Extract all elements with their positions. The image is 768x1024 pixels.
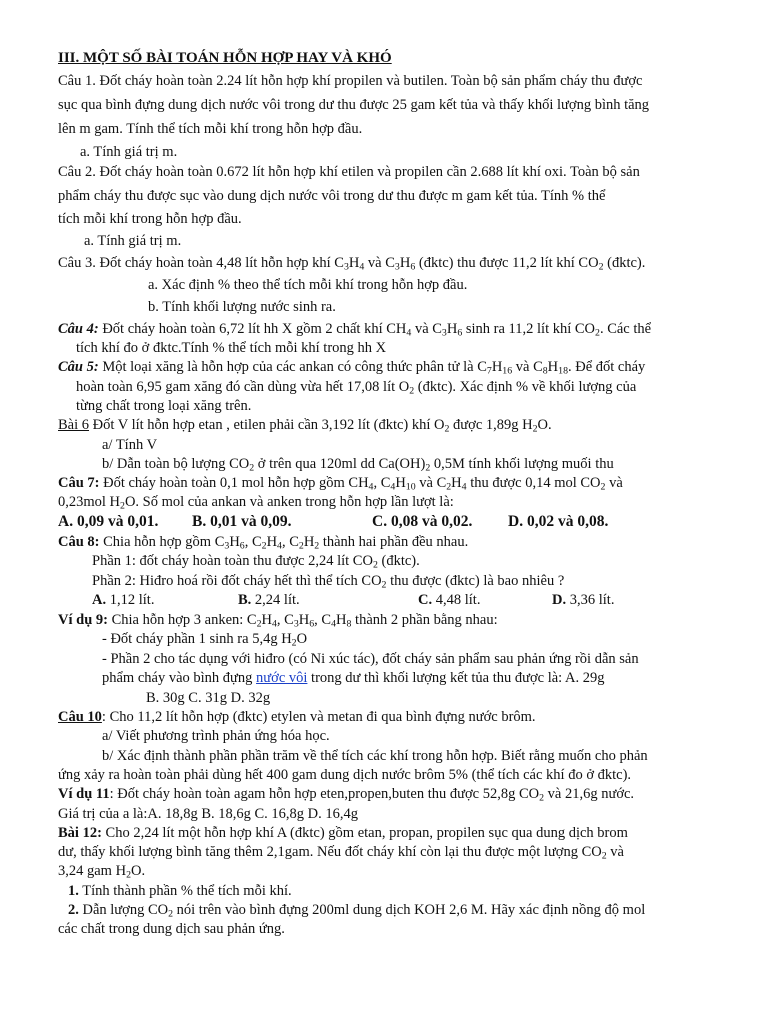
text-line: [58, 120, 362, 138]
text-run: H: [547, 359, 559, 375]
subscript: 3: [441, 327, 447, 339]
text-run: phẩm cháy thu được sục vào dung dịch nước vôi trong dư thu được m gam kết tủa. Tính % thể: [58, 188, 606, 204]
text-run: các chất trong dung dịch sau phản ứng.: [58, 921, 285, 937]
text-line: [80, 143, 177, 161]
text-run: O. Số mol của ankan và anken trong hỗn hợp lần lượt là:: [124, 494, 454, 510]
subscript: 2: [425, 462, 431, 474]
subscript: 4: [277, 540, 282, 552]
text-run: và: [606, 844, 624, 860]
text-run: a/ Tính V: [102, 437, 158, 453]
text-run: B. 0,01 và 0,09.: [192, 513, 292, 530]
text-run: Ví dụ 9:: [58, 612, 108, 628]
text-run: Câu 2. Đốt cháy hoàn toàn 0.672 lít hỗn hợp khí etilen và propilen cần 2.688 lít khí oxi. Toàn bộ sản: [58, 164, 640, 180]
text-line: [58, 493, 454, 511]
subscript: 2: [595, 327, 600, 339]
text-run: B.: [238, 592, 252, 608]
subscript: 6: [410, 261, 416, 273]
text-run: (đktc).: [377, 553, 420, 569]
text-run: H: [229, 534, 240, 550]
text-line: [238, 591, 300, 609]
text-run: : Cho 11,2 lít hỗn hợp (đktc) etylen và metan đi qua bình đựng nước brôm.: [101, 709, 536, 725]
text-line: [68, 901, 645, 919]
text-run: Câu 4:: [58, 321, 99, 337]
text-run: D.: [552, 592, 567, 608]
text-run: H: [266, 534, 278, 550]
text-run: 0,23mol H: [58, 494, 121, 510]
subscript: 2: [409, 385, 415, 397]
text-run: b/ Xác định thành phần phần trăm về thể tích các khí trong hỗn hợp. Biết rằng muốn cho phản: [102, 748, 648, 764]
text-line: [58, 358, 645, 376]
text-run: 1,12 lít.: [106, 592, 155, 608]
text-run: , C: [373, 475, 391, 491]
text-run: , C: [281, 534, 299, 550]
text-line: [58, 766, 631, 784]
text-line: [58, 862, 145, 880]
text-run: thu được 0,14 mol CO: [466, 475, 601, 491]
subscript: 6: [239, 540, 245, 552]
text-run: Ví dụ 11: [58, 786, 110, 802]
text-line: [58, 72, 643, 90]
text-line: [148, 298, 336, 316]
text-run: ở trên qua 120ml dd Ca(OH): [254, 456, 426, 472]
text-run: H: [261, 612, 272, 628]
text-run: lên m gam. Tính thể tích mỗi khí trong hỗn hợp đầu.: [58, 121, 363, 137]
text-run: sục qua bình đựng dung dịch nước vôi trong dư thu được 25 gam kết tủa và thấy khối lượng bình tăng: [58, 97, 650, 113]
text-run: . Các thể: [599, 321, 652, 337]
text-run: H: [446, 321, 458, 337]
text-run: và C: [364, 255, 395, 271]
subscript: 2: [291, 637, 297, 649]
subscript: 2: [601, 850, 607, 862]
text-line: [148, 276, 467, 294]
text-run: Giá trị của a là:A. 18,8g B. 18,6g C. 16,8g D. 16,4g: [58, 806, 359, 822]
text-run: và 21,6g nước.: [544, 786, 635, 802]
subscript: 2: [314, 540, 320, 552]
text-run: thành 2 phần bằng nhau:: [351, 612, 498, 628]
text-run: Câu 10: [58, 709, 102, 725]
text-run: trong dư thì khối lượng kết tủa thu được là: A. 29g: [307, 670, 605, 686]
text-run: , C: [276, 612, 294, 628]
text-run: Câu 1. Đốt cháy hoàn toàn 2.24 lít hỗn hợp khí propilen và butilen. Toàn bộ sản phẩm cháy thu được: [58, 73, 643, 89]
subscript: 2: [598, 261, 604, 273]
subscript: 8: [542, 365, 548, 377]
text-line: [102, 436, 157, 454]
text-run: Đốt cháy hoàn toàn 6,72 lít hh X gồm 2 chất khí CH: [98, 321, 407, 337]
text-line: [68, 882, 292, 900]
subscript: 2: [256, 618, 262, 630]
text-line: [552, 591, 614, 609]
text-line: [58, 805, 358, 823]
text-run: A.: [92, 592, 107, 608]
text-run: 3,36 lít.: [566, 592, 615, 608]
subscript: 6: [309, 618, 315, 630]
text-run: phẩm cháy vào bình đựng: [102, 670, 257, 686]
text-run: 4,48 lít.: [432, 592, 481, 608]
text-run: Dẫn lượng CO: [78, 902, 169, 918]
text-run: 1.: [68, 883, 79, 899]
subscript: 4: [461, 481, 467, 493]
text-line: [58, 416, 552, 434]
text-line: [58, 824, 628, 842]
text-run: Bài 12:: [58, 825, 102, 841]
text-run: Đốt cháy hoàn toàn 0,1 mol hỗn hợp gồm CH: [99, 475, 369, 491]
text-run: ứng xảy ra hoàn toàn phải dùng hết 400 gam dung dịch nước brôm 5% (thể tích các khí đo ở đktc).: [58, 767, 632, 783]
text-run: tích mỗi khí trong hỗn hợp đầu.: [58, 211, 242, 227]
subscript: 8: [346, 618, 352, 630]
text-run: - Đốt cháy phần 1 sinh ra 5,4g H: [102, 631, 292, 647]
subscript: 2: [249, 462, 255, 474]
text-run: được 1,89g H: [449, 417, 533, 433]
text-run: a. Tính giá trị m.: [80, 144, 178, 160]
text-run: H: [399, 255, 411, 271]
text-run: H: [336, 612, 347, 628]
text-line: [58, 210, 242, 228]
text-run: (đktc).: [603, 255, 646, 271]
text-run: 2.: [68, 902, 79, 918]
text-run: thành hai phần đều nhau.: [319, 534, 469, 550]
text-line: [58, 708, 536, 726]
section-title: III. MỘT SỐ BÀI TOÁN HỖN HỢP HAY VÀ KHÓ: [58, 50, 392, 66]
text-line: [92, 572, 564, 590]
text-line: [102, 669, 605, 687]
text-line: [76, 339, 386, 357]
text-run: Một loại xăng là hỗn hợp của các ankan có công thức phân tử là C: [98, 359, 487, 375]
text-line: [102, 727, 330, 745]
text-line: [92, 591, 154, 609]
text-run: C.: [418, 592, 433, 608]
subscript: 2: [261, 540, 267, 552]
subscript: 2: [372, 559, 378, 571]
text-run: - Phần 2 cho tác dụng với hiđro (có Ni xúc tác), đốt cháy sản phẩm sau phản ứng rồi dẫn sản: [102, 651, 639, 667]
text-run: D. 0,02 và 0,08.: [508, 513, 609, 530]
subscript: 4: [368, 481, 374, 493]
text-run: sinh ra 11,2 lít khí CO: [462, 321, 596, 337]
text-run: H: [491, 359, 503, 375]
text-run: Phần 2: Hiđro hoá rồi đốt cháy hết thì thể tích CO: [92, 573, 382, 589]
text-run: a/ Viết phương trình phản ứng hóa học.: [102, 728, 330, 744]
text-run: H: [395, 475, 406, 491]
subscript: 2: [446, 481, 452, 493]
text-run: nói trên vào bình đựng 200ml dung dịch KOH 2,6 M. Hãy xác định nồng độ mol: [173, 902, 646, 918]
subscript: 4: [272, 618, 277, 630]
text-line: [372, 513, 472, 531]
text-run: Cho 2,24 lít một hỗn hợp khí A (đktc) gồm etan, propan, propilen sục qua dung dịch brom: [101, 825, 628, 841]
text-line: [508, 513, 608, 531]
text-line: [92, 552, 420, 570]
text-run: Bài 6: [58, 417, 90, 433]
text-line: [146, 689, 270, 707]
subscript: 7: [486, 365, 492, 377]
text-run: tích khí đo ở đktc.Tính % thể tích mỗi khí trong hh X: [76, 340, 387, 356]
text-run: và C: [411, 321, 442, 337]
subscript: 4: [359, 261, 365, 273]
subscript: 4: [390, 481, 396, 493]
text-run: H: [298, 612, 310, 628]
subscript: 2: [600, 481, 606, 493]
text-line: [58, 96, 649, 114]
subscript: 3: [224, 540, 230, 552]
subscript: 2: [444, 423, 450, 435]
text-run: a. Xác định % theo thể tích mỗi khí trong hỗn hợp đầu.: [148, 277, 468, 293]
subscript: 2: [381, 579, 387, 591]
subscript: 18: [558, 365, 568, 377]
text-run: Tính thành phần % thể tích mỗi khí.: [78, 883, 292, 899]
text-run: và C: [512, 359, 543, 375]
text-run: và C: [415, 475, 447, 491]
text-line: [102, 650, 639, 668]
text-line: [58, 513, 158, 531]
text-line: [58, 163, 640, 181]
text-run: Câu 3. Đốt cháy hoàn toàn 4,48 lít hỗn hợp khí C: [58, 255, 344, 271]
subscript: 6: [457, 327, 463, 339]
text-line: [192, 513, 291, 531]
text-run: H: [303, 534, 315, 550]
text-line: [58, 187, 605, 205]
text-run: 2,24 lít.: [251, 592, 300, 608]
text-run: b. Tính khối lượng nước sinh ra.: [148, 299, 336, 315]
subscript: 2: [126, 869, 131, 881]
subscript: 10: [405, 481, 416, 493]
text-run: H: [348, 255, 360, 271]
text-run: Chia hỗn hợp gồm C: [99, 534, 225, 550]
text-run: Phần 1: đốt cháy hoàn toàn thu được 2,24 lít CO: [92, 553, 373, 569]
text-run: B. 30g C. 31g D. 32g: [146, 690, 271, 706]
text-line: [58, 533, 468, 551]
text-run: và: [605, 475, 623, 491]
text-line: [58, 920, 285, 938]
text-line: [58, 843, 624, 861]
text-run: thu được (đktc) là bao nhiêu ?: [386, 573, 565, 589]
text-line: [58, 320, 651, 338]
text-run: (đktc) thu được 11,2 lít khí CO: [415, 255, 599, 271]
text-run: Chia hỗn hợp 3 anken: C: [107, 612, 257, 628]
text-run: . Để đốt cháy: [568, 359, 646, 375]
text-line: [58, 611, 498, 629]
text-run: O: [296, 631, 308, 647]
text-run: hoàn toàn 6,95 gam xăng đó cần dùng vừa hết 17,08 lít O: [76, 379, 410, 395]
subscript: 16: [502, 365, 513, 377]
text-run: 3,24 gam H: [58, 863, 127, 879]
subscript: 3: [394, 261, 400, 273]
text-run: Câu 7:: [58, 475, 100, 491]
subscript: 2: [539, 792, 545, 804]
text-run: H: [451, 475, 462, 491]
text-run: b/ Dẫn toàn bộ lượng CO: [102, 456, 250, 472]
text-run: 0,5M tính khối lượng muối thu: [430, 456, 614, 472]
text-run: : Đốt cháy hoàn toàn agam hỗn hợp eten,propen,buten thu được 52,8g CO: [109, 786, 540, 802]
subscript: 3: [293, 618, 299, 630]
text-run: (đktc). Xác định % về khối lượng của: [414, 379, 637, 395]
subscript: 4: [331, 618, 337, 630]
subscript: 4: [406, 327, 412, 339]
text-line: [58, 474, 623, 492]
text-line: [418, 591, 480, 609]
text-line: [102, 630, 307, 648]
text-line: [102, 455, 614, 473]
subscript: 2: [532, 423, 538, 435]
text-run: từng chất trong loại xăng trên.: [76, 398, 252, 414]
text-run: Câu 8:: [58, 534, 100, 550]
inline-link[interactable]: nước vôi: [256, 670, 308, 686]
text-run: , C: [244, 534, 262, 550]
text-line: [84, 232, 181, 250]
text-line: [76, 378, 636, 396]
text-line: [76, 397, 251, 415]
text-run: O.: [130, 863, 146, 879]
text-run: Đốt V lít hỗn hợp etan , etilen phải cần 3,192 lít (đktc) khí O: [89, 417, 445, 433]
subscript: 2: [168, 908, 174, 920]
subscript: 3: [343, 261, 349, 273]
text-run: dư, thấy khối lượng bình tăng thêm 2,1gam. Nếu đốt cháy khí còn lại thu được một lượng CO: [58, 844, 602, 860]
subscript: 2: [120, 500, 125, 512]
text-line: [102, 747, 648, 765]
text-run: , C: [314, 612, 332, 628]
text-line: [58, 254, 645, 272]
text-run: a. Tính giá trị m.: [84, 233, 182, 249]
text-line: [58, 785, 634, 803]
text-run: C. 0,08 và 0,02.: [372, 513, 473, 530]
text-run: Câu 5:: [58, 359, 99, 375]
text-run: A. 0,09 và 0,01.: [58, 513, 159, 530]
text-run: O.: [537, 417, 552, 433]
subscript: 2: [298, 540, 304, 552]
